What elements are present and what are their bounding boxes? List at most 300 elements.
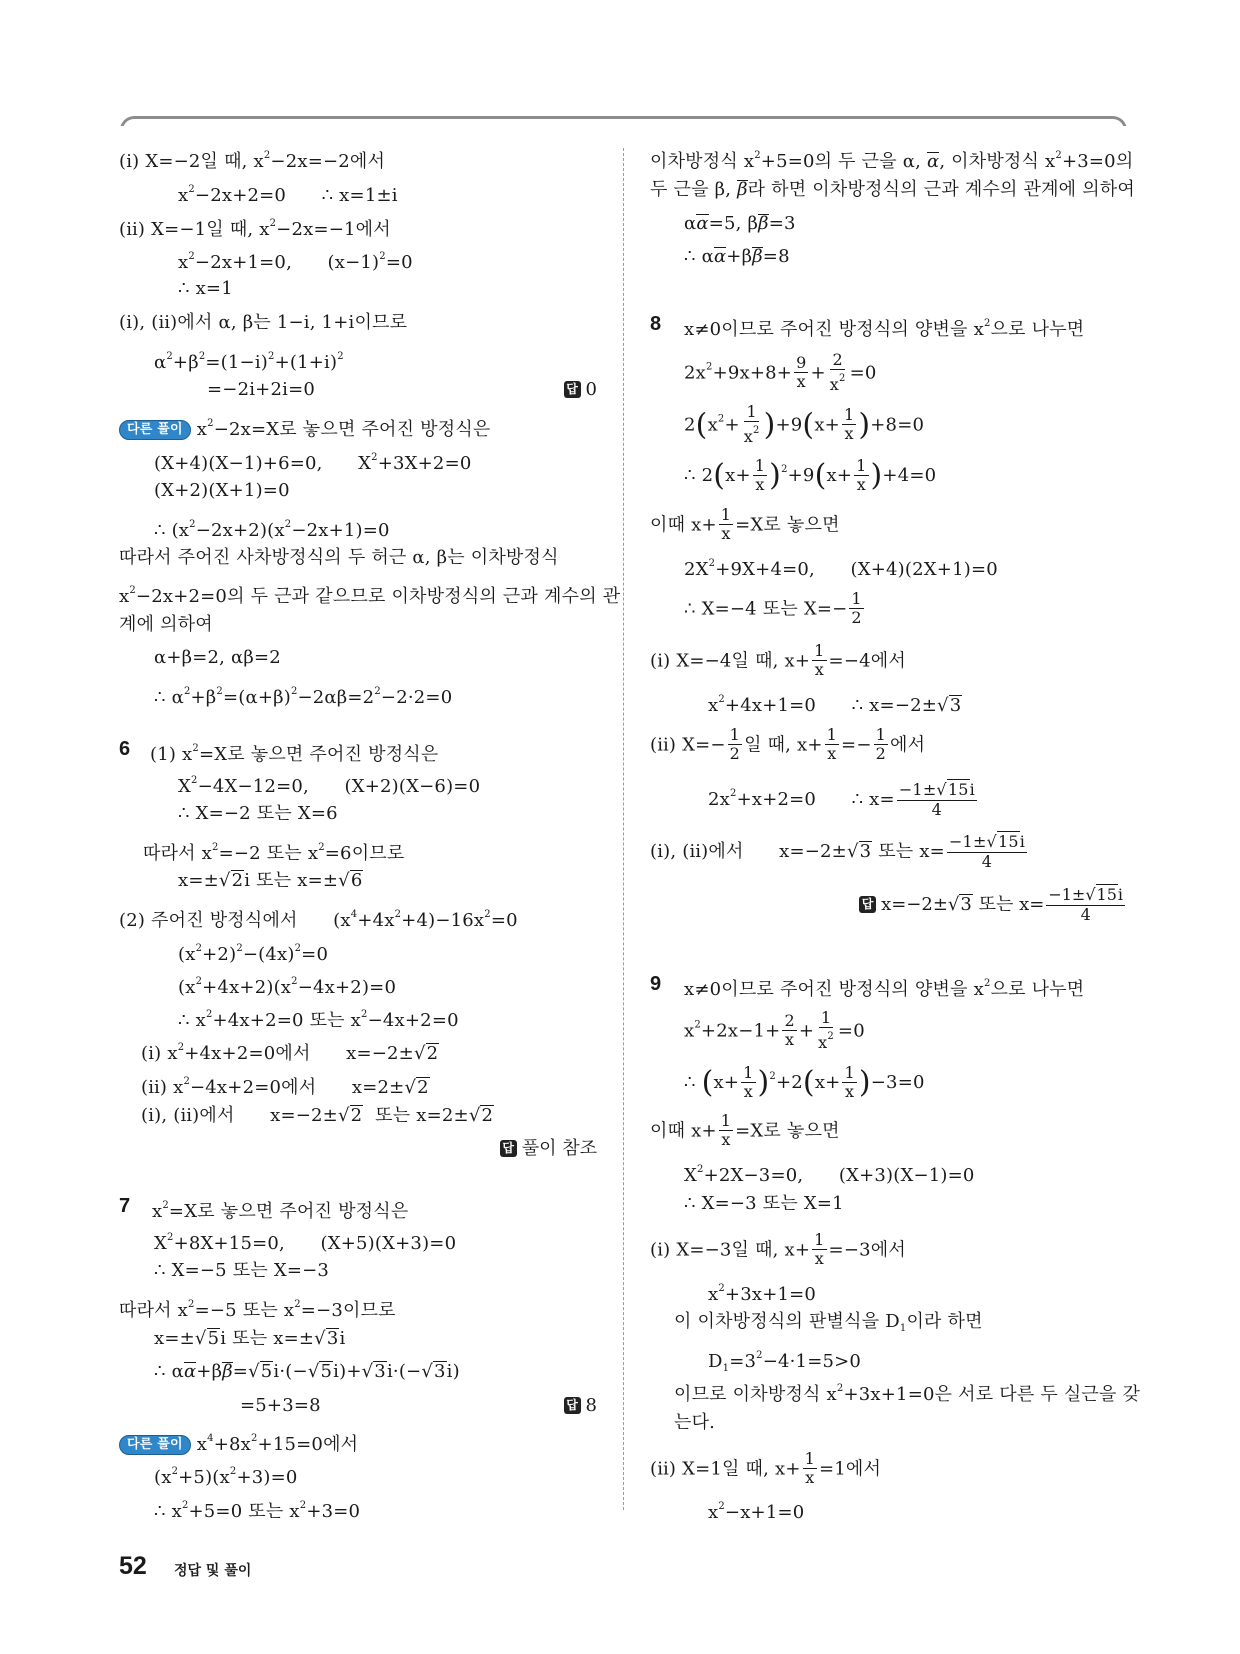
math-text: x	[845, 1081, 855, 1101]
solution-line	[684, 350, 877, 394]
denominator	[843, 425, 856, 443]
math-text: −2x+2)(x	[195, 520, 285, 541]
large-paren: (	[695, 407, 708, 443]
denominator	[783, 1031, 796, 1049]
fraction	[812, 642, 826, 679]
superscript: 2	[229, 1466, 237, 1477]
answer	[564, 1391, 597, 1421]
numerator	[719, 1112, 733, 1131]
superscript: 2	[839, 373, 846, 384]
solution-line	[684, 242, 790, 272]
numerator	[812, 1231, 826, 1250]
square-root: √2	[337, 1105, 363, 1126]
math-text: (x	[154, 1467, 172, 1488]
math-text: α	[684, 213, 697, 234]
math-text: +3X+2=0	[377, 453, 472, 474]
math-text: D	[708, 1351, 723, 1372]
superscript: 2	[753, 425, 760, 436]
fraction	[794, 354, 808, 391]
math-text: =−3에서	[828, 1239, 906, 1261]
math-text: i	[1019, 832, 1026, 851]
math-text: +2X−3=0, (X+3)(X−1)=0	[703, 1165, 975, 1186]
problem-number: 8	[650, 313, 662, 335]
solution-line	[119, 141, 385, 171]
fraction	[803, 1450, 817, 1487]
numerator	[803, 1450, 817, 1469]
math-text: 에서	[890, 734, 926, 756]
math-text: +3=0의	[1061, 151, 1134, 172]
math-text: +4)−16x	[401, 910, 485, 931]
math-text: +3)=0	[236, 1467, 298, 1488]
solution-line	[684, 1155, 975, 1185]
numerator	[782, 1012, 796, 1031]
fraction	[947, 831, 1027, 871]
answer	[500, 1134, 597, 1164]
radicand: 2	[417, 1077, 429, 1098]
math-text: i	[969, 780, 975, 799]
math-text: −4x+2=0	[367, 1010, 459, 1031]
superscript: 2	[188, 184, 195, 195]
math-text: +9X+4=0, (X+4)(2X+1)=0	[715, 559, 998, 580]
superscript: 2	[374, 686, 381, 697]
superscript: 2	[371, 452, 378, 463]
math-text: x	[818, 1033, 828, 1052]
numerator	[849, 590, 863, 609]
radicand: 3	[859, 841, 872, 862]
math-text: +	[724, 414, 740, 436]
math-text: +	[798, 1020, 815, 1042]
superscript: 2	[694, 1019, 701, 1031]
square-root: √3	[947, 894, 972, 915]
math-text: +9x+8+	[712, 362, 793, 384]
superscript: 2	[212, 842, 219, 853]
math-text: i 또는 x=±	[220, 1328, 315, 1349]
solution-line	[650, 1449, 882, 1487]
solution-line	[684, 309, 1084, 339]
math-text: x	[844, 424, 854, 443]
numerator	[1046, 884, 1125, 906]
math-text: i·(−	[386, 1361, 422, 1382]
superscript: 2	[192, 743, 199, 754]
math-text: +5=0 또는 x	[188, 1501, 300, 1522]
superscript: 2	[337, 351, 344, 362]
large-paren: (	[701, 1065, 714, 1100]
math-text: 이차방정식 x	[650, 151, 755, 172]
conjugate: β	[222, 1361, 233, 1382]
conjugate: α	[926, 151, 940, 172]
math-text: 2	[784, 1011, 795, 1030]
superscript: 2	[827, 1031, 834, 1042]
math-text: =−5 또는 x	[194, 1300, 295, 1321]
denominator	[719, 525, 732, 543]
math-text: 2	[851, 608, 862, 627]
math-text: 으로 나누면	[990, 979, 1085, 1000]
denominator	[1079, 906, 1093, 924]
square-root: √2	[404, 1077, 429, 1098]
superscript: 2	[250, 1433, 258, 1444]
math-text: −2x=−2에서	[270, 151, 386, 172]
math-text: X	[684, 1165, 698, 1186]
fraction	[742, 403, 762, 446]
math-text: +15=0에서	[257, 1434, 359, 1455]
numerator	[794, 354, 808, 373]
math-text: +4=0	[882, 465, 937, 486]
math-text: (1) x	[150, 744, 193, 765]
math-text: +2)	[202, 944, 237, 965]
answer-value	[522, 1138, 597, 1159]
square-root: √3	[937, 695, 962, 716]
conjugate: α	[696, 213, 709, 234]
large-paren: )	[870, 458, 883, 493]
solution-line	[119, 900, 518, 930]
math-text: −1±	[948, 832, 987, 851]
alt-solution-badge: 다른 풀이	[119, 1435, 191, 1455]
numerator	[819, 1009, 833, 1028]
numerator	[719, 506, 733, 525]
math-text: =−3이므로	[300, 1300, 396, 1321]
math-text: 9	[796, 353, 807, 372]
math-text: ∴ X=−2 또는 X=6	[178, 803, 338, 824]
solution-line	[154, 1457, 298, 1487]
math-text: =−4에서	[828, 650, 906, 672]
square-root: √5	[248, 1361, 273, 1382]
math-text: +β	[196, 1361, 223, 1382]
fraction	[1046, 884, 1125, 924]
answer	[564, 375, 597, 405]
math-text: +9	[787, 465, 815, 486]
fraction	[812, 1231, 826, 1268]
math-text: x	[829, 375, 840, 394]
answer-icon: 답	[564, 1397, 581, 1414]
solution-line	[154, 643, 281, 673]
math-text: (ⅰ), (ⅱ)에서 α, β는 1−i, 1+i이므로	[119, 312, 408, 333]
fraction	[874, 726, 888, 763]
math-text: 1	[729, 725, 741, 744]
solution-line	[154, 443, 472, 473]
fraction	[782, 1012, 796, 1049]
math-text: , 이차방정식 x	[939, 151, 1056, 172]
radicand: 6	[350, 870, 363, 891]
solution-line	[684, 209, 796, 239]
superscript: 2	[236, 943, 243, 954]
math-text: x	[196, 1434, 208, 1455]
math-text: ∴ α	[684, 246, 714, 267]
denominator	[803, 1469, 816, 1487]
solution-line	[141, 1101, 494, 1131]
math-text: 2	[832, 350, 843, 369]
math-text: =(1−i)	[205, 352, 268, 373]
math-text: 이 이차방정식의 판별식을 D	[674, 1311, 900, 1332]
solution-line	[154, 1324, 345, 1354]
page-number: 52	[119, 1552, 147, 1580]
math-text: 1	[856, 455, 867, 475]
square-root: √2	[468, 1105, 494, 1126]
math-text: +8=0	[870, 414, 925, 436]
math-text: i	[1117, 885, 1123, 904]
superscript: 2	[717, 413, 725, 425]
radicand: 2	[481, 1105, 494, 1126]
radicand: 15	[947, 780, 969, 799]
superscript: 2	[171, 1466, 179, 1477]
math-text: +3=0	[306, 1501, 361, 1522]
math-text: 일 때, x+	[744, 734, 823, 756]
math-text: x	[196, 419, 208, 440]
radicand: 2	[426, 1043, 439, 1064]
math-text: (2) 주어진 방정식에서 (x	[119, 910, 351, 931]
math-text: +4x+2)(x	[202, 977, 292, 998]
superscript: 2	[183, 1076, 190, 1087]
answer-icon: 답	[500, 1140, 517, 1157]
numerator	[947, 831, 1027, 853]
solution-line	[143, 833, 404, 863]
math-text: x	[805, 1468, 815, 1487]
solution-line	[178, 242, 413, 272]
math-text: 1	[814, 1230, 825, 1249]
math-text: −(4x)	[242, 944, 295, 965]
numerator	[812, 642, 826, 661]
superscript: 2	[361, 1009, 368, 1020]
math-text: 이때 x+	[650, 514, 717, 536]
superscript: 2	[188, 251, 195, 262]
superscript: 2	[754, 150, 761, 161]
fraction	[825, 726, 839, 763]
conjugate: β	[737, 179, 748, 200]
math-text: =	[232, 1361, 249, 1382]
math-text: X	[154, 1233, 168, 1254]
numerator	[728, 726, 742, 745]
math-text: 2x	[708, 789, 731, 810]
superscript: 2	[718, 694, 725, 705]
math-text: x	[796, 372, 806, 391]
radicand: 3	[374, 1361, 386, 1382]
denominator	[816, 1028, 836, 1052]
answer-icon: 답	[564, 381, 581, 398]
math-text: 따라서 x	[143, 843, 213, 864]
math-text: (ⅰ), (ⅱ)에서 x=−2±	[650, 841, 847, 862]
math-text: =X로 놓으면	[735, 1120, 840, 1142]
fraction	[753, 457, 767, 494]
solution-line	[650, 141, 1133, 171]
denominator	[753, 476, 766, 494]
math-text: x	[743, 427, 754, 446]
math-text: −4·1=5>0	[762, 1351, 862, 1372]
denominator	[825, 745, 838, 763]
square-root: √15	[1085, 885, 1117, 904]
math-text: +x+2=0 ∴ x=	[736, 789, 895, 810]
solution-line	[684, 969, 1084, 999]
math-text: ∴ X=−5 또는 X=−3	[154, 1260, 330, 1281]
superscript: 2	[294, 1299, 301, 1310]
math-text: ∴ α	[154, 687, 184, 708]
math-text: 4	[931, 800, 943, 819]
math-text: +2	[775, 1072, 803, 1093]
solution-line	[150, 734, 438, 764]
solution-text	[197, 419, 491, 440]
math-text: i)+	[333, 1361, 362, 1382]
math-text: x=−2±	[881, 894, 948, 915]
math-text: 1	[826, 725, 838, 744]
superscript: 2	[191, 775, 198, 786]
denominator	[795, 373, 808, 391]
square-root: √3	[361, 1361, 386, 1382]
solution-line	[154, 1223, 456, 1253]
solution-line	[178, 766, 480, 796]
math-text: x+	[814, 1072, 841, 1093]
numerator	[842, 406, 856, 425]
solution-line	[119, 308, 407, 338]
math-text: 4	[1080, 905, 1091, 924]
math-text: 1	[820, 1008, 832, 1027]
math-text: i)	[446, 1361, 460, 1382]
math-text: +(1+i)	[274, 352, 338, 373]
math-text: i 또는 x=±	[244, 870, 339, 891]
superscript: 2	[198, 351, 206, 362]
solution-line	[650, 725, 926, 763]
math-text: 라 하면 이차방정식의 근과 계수의 관계에 의하여	[747, 179, 1135, 200]
solution-line	[141, 1033, 439, 1063]
solution-line	[178, 967, 396, 997]
superscript: 2	[318, 842, 325, 853]
superscript: 2	[983, 978, 991, 989]
solution-line	[119, 543, 559, 573]
solution-line	[154, 677, 452, 707]
math-text: +2x−1+	[700, 1020, 781, 1042]
math-text: ∴ (x	[154, 520, 190, 541]
math-text: ∴ 2	[684, 465, 714, 486]
square-root: √3	[421, 1361, 446, 1382]
solution-line	[178, 934, 328, 964]
column-divider	[623, 148, 624, 1510]
answer-value	[881, 885, 1127, 924]
math-text: x≠0이므로 주어진 방정식의 양변을 x	[684, 319, 984, 340]
math-text: −2x+2=0의 두 근과 같으므로 이차방정식의 근과 계수의 관	[135, 586, 621, 607]
math-text: −x+1=0	[724, 1502, 805, 1523]
denominator	[930, 801, 944, 819]
solution-line	[674, 1374, 1140, 1404]
solution-line	[207, 375, 315, 405]
math-text: =X로 놓으면 주어진 방정식은	[198, 744, 439, 765]
math-text: (ⅱ) X=−1일 때, x	[119, 219, 270, 240]
math-text: +4x+1=0 ∴ x=−2±	[724, 695, 938, 716]
superscript: 2	[177, 1042, 185, 1053]
solution-line	[650, 641, 906, 679]
radicand: 15	[997, 832, 1019, 851]
superscript: 2	[756, 1350, 763, 1361]
superscript: 2	[166, 351, 173, 362]
math-text: =1에서	[819, 1458, 882, 1480]
math-text: +	[810, 362, 826, 384]
math-text: 0	[585, 379, 597, 400]
solution-line	[684, 402, 925, 446]
square-root: √15	[986, 832, 1019, 851]
math-text: x	[814, 660, 824, 679]
math-text: ∴ x=1	[178, 278, 233, 299]
solution-line	[154, 342, 344, 372]
superscript: 2	[162, 1200, 169, 1211]
math-text: −2αβ=2	[297, 687, 375, 708]
denominator	[980, 853, 994, 871]
math-text: x+	[713, 1072, 740, 1093]
numerator	[830, 351, 844, 370]
radicand: 3	[960, 894, 972, 915]
large-paren: )	[858, 1065, 871, 1100]
solution-line	[154, 510, 390, 540]
math-text: −2·2=0	[380, 687, 453, 708]
solution-line	[154, 476, 290, 506]
math-text: 1	[804, 1449, 815, 1468]
math-text: (ⅱ) x	[141, 1077, 184, 1098]
math-text: x	[721, 524, 731, 543]
math-text: x	[707, 414, 718, 436]
math-text: −2x=X로 놓으면 주어진 방정식은	[213, 419, 491, 440]
denominator	[728, 745, 742, 763]
math-text: 이므로 이차방정식 x	[674, 1384, 837, 1405]
solution-line	[141, 1067, 430, 1097]
math-text: 또는 x=2±	[363, 1105, 469, 1126]
math-text: x+	[826, 465, 853, 486]
math-text: ∴ X=−4 또는 X=−	[684, 598, 848, 620]
denominator	[742, 1083, 755, 1101]
math-text: 1	[851, 589, 862, 608]
math-text: −3=0	[870, 1072, 925, 1093]
superscript: 2	[294, 943, 302, 954]
superscript: 2	[129, 585, 136, 596]
math-text: x	[755, 474, 765, 494]
fraction	[849, 590, 863, 627]
math-text: 1	[720, 1111, 732, 1130]
superscript: 2	[708, 558, 716, 569]
math-text: −2x+1)=0	[291, 520, 390, 541]
math-text: x	[684, 1020, 695, 1042]
solution-line	[684, 589, 866, 627]
math-text: =−2 또는 x	[218, 843, 319, 864]
math-text: x≠0이므로 주어진 방정식의 양변을 x	[684, 979, 984, 1000]
solution-line	[684, 1008, 865, 1052]
fraction	[728, 726, 742, 763]
math-text: X	[178, 776, 192, 797]
answer	[859, 885, 1127, 924]
math-text: 2	[684, 414, 696, 436]
solution-line	[154, 1256, 329, 1286]
solution-line	[650, 175, 1135, 205]
math-text: 또는 x=	[972, 894, 1045, 915]
math-text: x	[743, 1081, 753, 1101]
math-text: =X로 놓으면	[735, 514, 840, 536]
solution-line	[684, 549, 998, 579]
math-text: 이때 x+	[650, 1120, 717, 1142]
numerator	[842, 1064, 856, 1083]
math-text: x	[708, 1502, 719, 1523]
solution-line	[674, 1408, 715, 1438]
fraction	[828, 351, 848, 394]
large-paren: )	[858, 407, 871, 443]
fraction	[897, 779, 977, 819]
math-text: 1	[843, 405, 855, 424]
superscript: 2	[189, 519, 196, 530]
solution-line	[708, 1274, 816, 1304]
math-text: x=±	[154, 1328, 195, 1349]
math-text: =3	[729, 1351, 757, 1372]
math-text: (X+2)(X+1)=0	[154, 480, 290, 501]
superscript: 2	[188, 1299, 195, 1310]
math-text: +β	[190, 687, 217, 708]
alt-solution-line	[119, 1424, 358, 1454]
problem-number: 6	[119, 738, 131, 760]
math-text: (ⅱ) X=−	[650, 734, 726, 756]
square-root: √3	[314, 1328, 339, 1349]
math-text: =−	[841, 734, 872, 756]
solution-line	[708, 779, 979, 819]
